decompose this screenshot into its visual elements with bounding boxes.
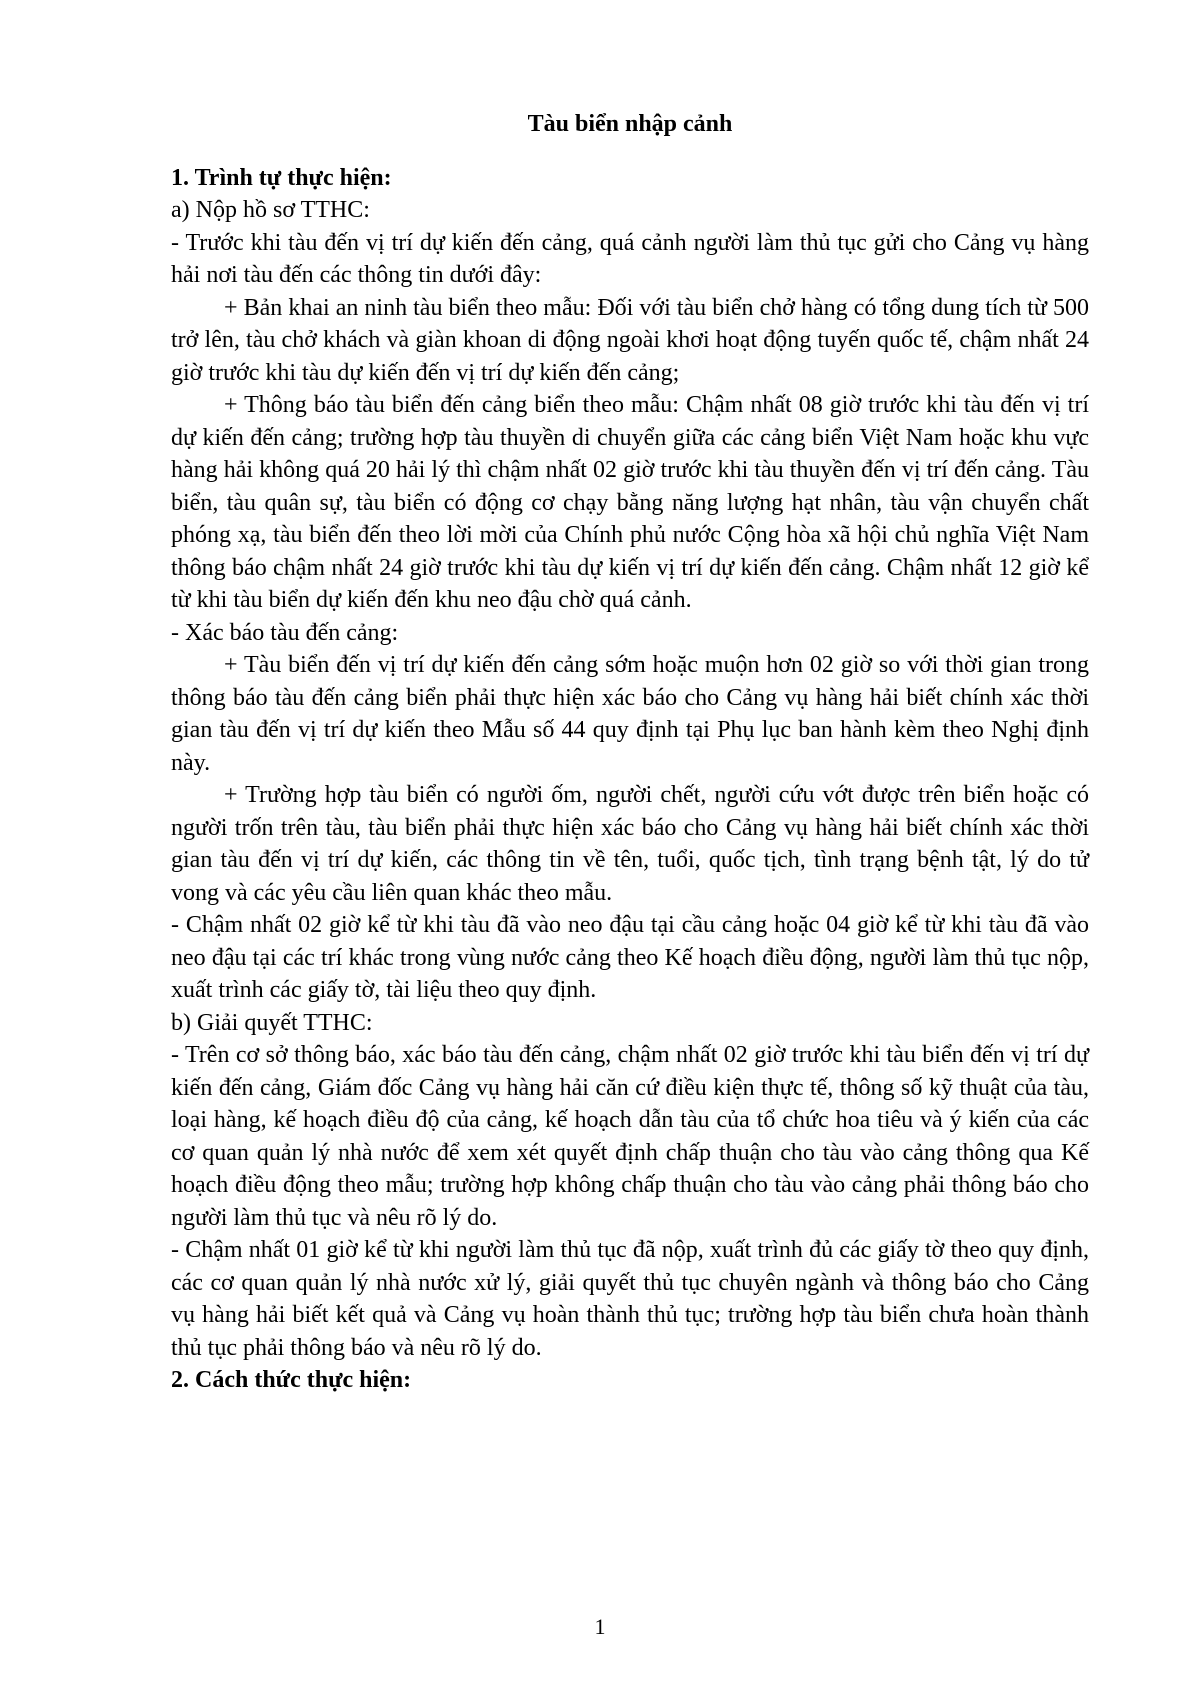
document-title: Tàu biển nhập cảnh [527, 111, 733, 137]
page-number: 1 [594, 1614, 606, 1639]
section-2-heading: 2. Cách thức thực hiện: [171, 1367, 412, 1393]
paragraph-1: - Trước khi tàu đến vị trí dự kiến đến cảng, quá cảnh người làm thủ tục gửi cho Cảng vụ hàng hải nơi tàu đến các thông tin dưới đây: [171, 229, 1089, 288]
paragraph-2: + Bản khai an ninh tàu biển theo mẫu: Đối với tàu biển chở hàng có tổng dung tích từ 500 trở lên, tàu chở khách và giàn khoan di động ngoài khơi hoạt động tuyến quốc tế, chậm nhất 24 giờ trước khi tàu dự kiến đến vị trí dự kiến đến cảng; [171, 294, 1089, 386]
paragraph-7: - Chậm nhất 02 giờ kể từ khi tàu đã vào neo đậu tại cầu cảng hoặc 04 giờ kể từ khi tàu đã vào neo đậu tại các trí khác trong vùng nước cảng theo Kế hoạch điều động, người làm thủ tục nộp, xuất trình các giấy tờ, tài liệu theo quy định. [171, 912, 1089, 1003]
paragraph-5: + Tàu biển đến vị trí dự kiến đến cảng sớm hoặc muộn hơn 02 giờ so với thời gian trong thông báo tàu đến cảng biển phải thực hiện xác báo cho Cảng vụ hàng hải biết chính xác thời gian tàu đến vị trí dự kiến theo Mẫu số 44 quy định tại Phụ lục ban hành kèm theo Nghị định này. [171, 652, 1089, 776]
paragraph-9: - Chậm nhất 01 giờ kể từ khi người làm thủ tục đã nộp, xuất trình đủ các giấy tờ theo quy định, các cơ quan quản lý nhà nước xử lý, giải quyết thủ tục chuyên ngành và thông báo cho Cảng vụ hàng hải biết kết quả và Cảng vụ hoàn thành thủ tục; trường hợp tàu biển chưa hoàn thành thủ tục phải thông báo và nêu rõ lý do. [171, 1237, 1089, 1361]
paragraph-4: - Xác báo tàu đến cảng: [171, 619, 399, 646]
section-1-heading: 1. Trình tự thực hiện: [171, 164, 392, 191]
document-body [171, 108, 1089, 1397]
paragraph-8: - Trên cơ sở thông báo, xác báo tàu đến cảng, chậm nhất 02 giờ trước khi tàu biển đến vị trí dự kiến đến cảng, Giám đốc Cảng vụ hàng hải căn cứ điều kiện thực tế, thông số kỹ thuật của tàu, loại hàng, kế hoạch điều độ của cảng, kế hoạch dẫn tàu của tổ chức hoa tiêu và ý kiến của các cơ quan quản lý nhà nước để xem xét quyết định chấp thuận cho tàu vào cảng thông qua Kế hoạch điều động theo mẫu; trường hợp không chấp thuận cho tàu vào cảng phải thông báo cho người làm thủ tục và nêu rõ lý do. [171, 1042, 1089, 1231]
paragraph-3: + Thông báo tàu biển đến cảng biển theo mẫu: Chậm nhất 08 giờ trước khi tàu đến vị trí dự kiến đến cảng; trường hợp tàu thuyền di chuyển giữa các cảng biển Việt Nam hoặc khu vực hàng hải không quá 20 hải lý thì chậm nhất 02 giờ trước khi tàu thuyền đến vị trí đến cảng. Tàu biển, tàu quân sự, tàu biển có động cơ chạy bằng năng lượng hạt nhân, tàu vận chuyển chất phóng xạ, tàu biển đến theo lời mời của Chính phủ nước Cộng hòa xã hội chủ nghĩa Việt Nam thông báo chậm nhất 24 giờ trước khi tàu dự kiến vị trí dự kiến đến cảng. Chậm nhất 12 giờ kể từ khi tàu biển dự kiến đến khu neo đậu chờ quá cảnh. [171, 392, 1089, 613]
sub-a-heading: a) Nộp hồ sơ TTHC: [171, 197, 370, 223]
sub-b-heading: b) Giải quyết TTHC: [171, 1009, 373, 1036]
paragraph-6: + Trường hợp tàu biển có người ốm, người chết, người cứu vớt được trên biển hoặc có người trốn trên tàu, tàu biển phải thực hiện xác báo cho Cảng vụ hàng hải biết chính xác thời gian tàu đến vị trí dự kiến, các thông tin về tên, tuổi, quốc tịch, tình trạng bệnh tật, lý do tử vong và các yêu cầu liên quan khác theo mẫu. [171, 782, 1089, 906]
